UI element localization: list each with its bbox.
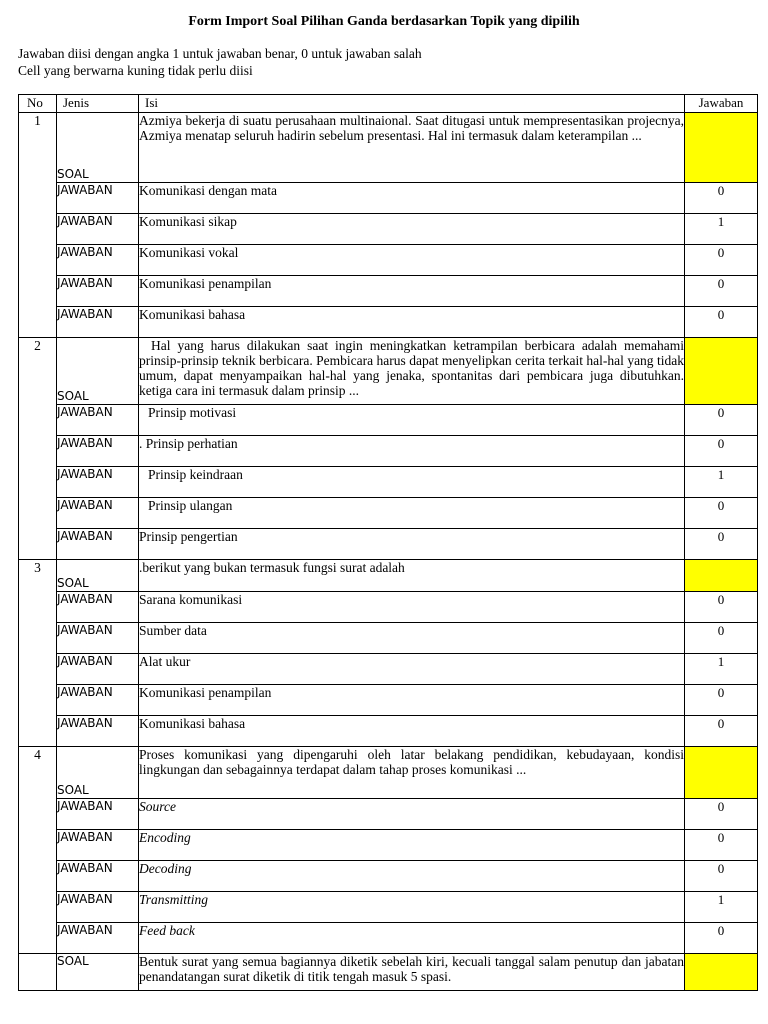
answer-value[interactable]: 0 (685, 498, 758, 529)
answer-value[interactable]: 0 (685, 307, 758, 338)
answer-value[interactable]: 1 (685, 214, 758, 245)
soal-label: SOAL (57, 338, 139, 405)
question-number: 1 (19, 113, 57, 338)
answer-cell-disabled (685, 338, 758, 405)
answer-value[interactable]: 1 (685, 892, 758, 923)
answer-row (19, 529, 758, 560)
soal-label: SOAL (57, 954, 139, 991)
header-isi: Isi (139, 95, 685, 113)
question-text[interactable]: .berikut yang bukan termasuk fungsi surat adalah (139, 560, 685, 592)
answer-option-text[interactable]: Komunikasi sikap (139, 214, 685, 245)
answer-option-text[interactable]: Komunikasi penampilan (139, 685, 685, 716)
question-table (18, 94, 758, 991)
jawaban-label: JAWABAN (57, 276, 139, 307)
jawaban-label: JAWABAN (57, 861, 139, 892)
question-text[interactable]: Hal yang harus dilakukan saat ingin meningkatkan ketrampilan berbicara adalah memahami prinsip-prinsip teknik berbicara. Pembicara harus dapat menyelipkan cerita terkait hal-hal yang tidak umum, dapat menyampaikan hal-hal yang jenaka, spontanitas dari pembicara juga dibutuhkan. ketiga cara ini termasuk dalam prinsip ... (139, 338, 685, 405)
answer-option-text[interactable]: Sumber data (139, 623, 685, 654)
instruction-line: Jawaban diisi dengan angka 1 untuk jawaban benar, 0 untuk jawaban salah (18, 46, 422, 61)
jawaban-label: JAWABAN (57, 654, 139, 685)
jawaban-label: JAWABAN (57, 467, 139, 498)
jawaban-label: JAWABAN (57, 214, 139, 245)
answer-value[interactable]: 0 (685, 245, 758, 276)
answer-value[interactable]: 0 (685, 405, 758, 436)
jawaban-label: JAWABAN (57, 529, 139, 560)
answer-option-text[interactable]: Komunikasi vokal (139, 245, 685, 276)
question-row (19, 113, 758, 183)
answer-value[interactable]: 0 (685, 436, 758, 467)
answer-value[interactable]: 1 (685, 467, 758, 498)
jawaban-label: JAWABAN (57, 892, 139, 923)
jawaban-label: JAWABAN (57, 245, 139, 276)
answer-option-text[interactable]: Prinsip motivasi (139, 405, 685, 436)
jawaban-label: JAWABAN (57, 685, 139, 716)
question-number: 3 (19, 560, 57, 747)
answer-option-text[interactable]: Komunikasi dengan mata (139, 183, 685, 214)
answer-cell-disabled (685, 560, 758, 592)
header-row (19, 95, 758, 113)
jawaban-label: JAWABAN (57, 830, 139, 861)
answer-row (19, 214, 758, 245)
jawaban-label: JAWABAN (57, 623, 139, 654)
question-number: 2 (19, 338, 57, 560)
question-number: 4 (19, 747, 57, 954)
instruction-line: Cell yang berwarna kuning tidak perlu diisi (18, 63, 253, 78)
header-jawaban: Jawaban (685, 95, 758, 113)
answer-value[interactable]: 0 (685, 799, 758, 830)
answer-value[interactable]: 0 (685, 529, 758, 560)
answer-value[interactable]: 0 (685, 183, 758, 214)
answer-value[interactable]: 0 (685, 923, 758, 954)
jawaban-label: JAWABAN (57, 436, 139, 467)
answer-row (19, 654, 758, 685)
answer-option-text[interactable]: Transmitting (139, 892, 685, 923)
answer-option-text[interactable]: Komunikasi penampilan (139, 276, 685, 307)
answer-value[interactable]: 1 (685, 654, 758, 685)
answer-cell-disabled (685, 747, 758, 799)
answer-option-text[interactable]: Encoding (139, 830, 685, 861)
jawaban-label: JAWABAN (57, 799, 139, 830)
answer-row (19, 923, 758, 954)
answer-value[interactable]: 0 (685, 861, 758, 892)
jawaban-label: JAWABAN (57, 592, 139, 623)
jawaban-label: JAWABAN (57, 923, 139, 954)
answer-row (19, 685, 758, 716)
header-jenis: Jenis (57, 95, 139, 113)
answer-option-text[interactable]: Source (139, 799, 685, 830)
answer-value[interactable]: 0 (685, 623, 758, 654)
jawaban-label: JAWABAN (57, 405, 139, 436)
question-row (19, 954, 758, 991)
answer-option-text[interactable]: Sarana komunikasi (139, 592, 685, 623)
question-number (19, 954, 57, 991)
answer-option-text[interactable]: Prinsip keindraan (139, 467, 685, 498)
answer-value[interactable]: 0 (685, 830, 758, 861)
answer-row (19, 799, 758, 830)
answer-row (19, 716, 758, 747)
answer-row (19, 467, 758, 498)
page-title: Form Import Soal Pilihan Ganda berdasarkan Topik yang dipilih (188, 14, 580, 29)
answer-row (19, 498, 758, 529)
answer-cell-disabled (685, 954, 758, 991)
answer-option-text[interactable]: Alat ukur (139, 654, 685, 685)
soal-label: SOAL (57, 560, 139, 592)
answer-value[interactable]: 0 (685, 716, 758, 747)
question-row (19, 560, 758, 592)
jawaban-label: JAWABAN (57, 307, 139, 338)
answer-row (19, 276, 758, 307)
answer-option-text[interactable]: Prinsip ulangan (139, 498, 685, 529)
jawaban-label: JAWABAN (57, 183, 139, 214)
answer-value[interactable]: 0 (685, 592, 758, 623)
answer-option-text[interactable]: Komunikasi bahasa (139, 307, 685, 338)
answer-row (19, 892, 758, 923)
question-row (19, 747, 758, 799)
question-text[interactable]: Bentuk surat yang semua bagiannya diketik sebelah kiri, kecuali tanggal salam penutup dan jabatan penandatangan surat diketik di titik tengah masuk 5 spasi. (139, 954, 685, 991)
answer-row (19, 183, 758, 214)
answer-option-text[interactable]: Decoding (139, 861, 685, 892)
question-text[interactable]: Azmiya bekerja di suatu perusahaan multinaional. Saat ditugasi untuk mempresentasikan projecnya, Azmiya menatap seluruh hadirin sebelum presentasi. Hal ini termasuk dalam keterampilan ... (139, 113, 685, 183)
answer-value[interactable]: 0 (685, 276, 758, 307)
jawaban-label: JAWABAN (57, 716, 139, 747)
answer-option-text[interactable]: Prinsip pengertian (139, 529, 685, 560)
answer-row (19, 623, 758, 654)
answer-option-text[interactable]: . Prinsip perhatian (139, 436, 685, 467)
answer-option-text[interactable]: Feed back (139, 923, 685, 954)
question-row (19, 338, 758, 405)
answer-option-text[interactable]: Komunikasi bahasa (139, 716, 685, 747)
soal-label: SOAL (57, 747, 139, 799)
answer-cell-disabled (685, 113, 758, 183)
answer-row (19, 592, 758, 623)
answer-row (19, 245, 758, 276)
answer-row (19, 830, 758, 861)
answer-row (19, 307, 758, 338)
soal-label: SOAL (57, 113, 139, 183)
header-no: No (19, 95, 57, 113)
answer-row (19, 436, 758, 467)
jawaban-label: JAWABAN (57, 498, 139, 529)
answer-row (19, 405, 758, 436)
question-text[interactable]: Proses komunikasi yang dipengaruhi oleh latar belakang pendidikan, kebudayaan, kondisi lingkungan dan sebagainnya terdapat dalam tahap proses komunikasi ... (139, 747, 685, 799)
answer-row (19, 861, 758, 892)
answer-value[interactable]: 0 (685, 685, 758, 716)
